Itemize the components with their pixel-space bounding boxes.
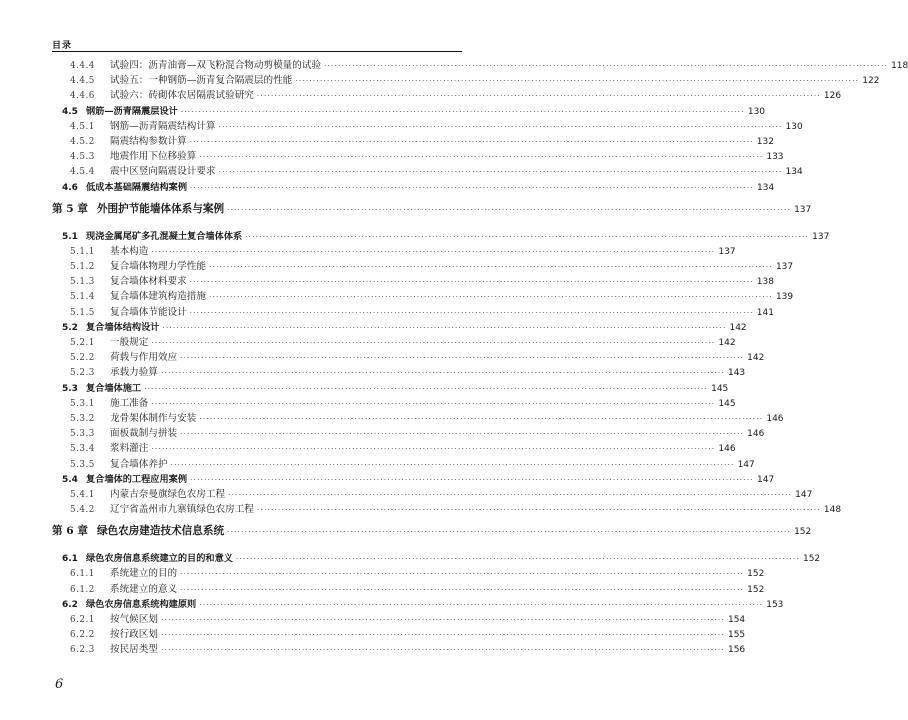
toc-entry-number: 6.2.2 xyxy=(70,630,95,641)
toc-leader-dots: ································································································································································ xyxy=(218,122,783,131)
toc-subsection-entry[interactable] xyxy=(52,72,880,87)
toc-leader-dots: ································································································································································ xyxy=(199,153,764,162)
toc-entry-number: 4.6 xyxy=(62,182,78,193)
toc-subsection-entry[interactable] xyxy=(52,163,803,178)
toc-entry-page: 154 xyxy=(727,615,746,625)
toc-leader-dots: ································································································································································ xyxy=(151,247,716,256)
toc-entry-page: 137 xyxy=(794,204,812,215)
toc-subsection-entry[interactable] xyxy=(52,148,784,163)
toc-leader-dots: ································································································································································ xyxy=(180,585,745,594)
toc-entry-number: 5.1 xyxy=(62,231,78,242)
toc-section-entry[interactable] xyxy=(52,550,821,565)
toc-subsection-entry[interactable] xyxy=(52,501,842,516)
toc-entry-title: 辽宁省盖州市九寨镇绿色农房工程 xyxy=(110,504,254,516)
toc-leader-dots: ································································································································································ xyxy=(180,107,745,116)
toc-leader-dots: ································································································································································ xyxy=(189,278,754,287)
toc-entry-title: 系统建立的意义 xyxy=(110,583,178,595)
toc-entry-page: 143 xyxy=(727,368,746,379)
page-number: 6 xyxy=(55,677,64,692)
toc-entry-page: 148 xyxy=(823,505,842,516)
toc-entry-title: 低成本基础隔震结构案例 xyxy=(85,181,188,193)
toc-entry-number: 4.4.5 xyxy=(70,76,95,87)
toc-entry-title: 荷载与作用效应 xyxy=(110,352,178,364)
toc-leader-dots: ································································································································································ xyxy=(160,369,725,378)
toc-entry-title: 复合墙体结构设计 xyxy=(85,321,160,333)
toc-subsection-entry[interactable] xyxy=(52,581,765,596)
toc-subsection-entry[interactable] xyxy=(52,395,736,410)
toc-entry-title: 现浇金属尾矿多孔混凝土复合墙体体系 xyxy=(85,230,243,242)
toc-entry-title: 复合墙体养护 xyxy=(110,458,168,470)
toc-subsection-entry[interactable] xyxy=(52,273,774,288)
toc-entry-page: 147 xyxy=(757,474,775,485)
toc-entry-page: 142 xyxy=(747,353,765,364)
toc-entry-page: 130 xyxy=(785,121,803,132)
toc-entry-number: 6.2 xyxy=(62,599,78,610)
toc-entry-title: 复合墙体施工 xyxy=(85,382,142,394)
toc-leader-dots: ································································································································································ xyxy=(189,308,754,317)
toc-section-entry[interactable] xyxy=(52,179,775,194)
toc-entry-number: 5.1.2 xyxy=(70,262,95,273)
toc-entry-page: 152 xyxy=(747,584,765,595)
toc-entry-page: 138 xyxy=(756,277,774,288)
toc-entry-number: 5.2.3 xyxy=(70,368,95,379)
toc-entry-number: 5.1.1 xyxy=(70,246,95,257)
toc-section-entry[interactable] xyxy=(52,103,766,118)
toc-entry-title: 绿色农房信息系统构建原则 xyxy=(85,598,197,610)
toc-entry-title: 外围护节能墙体体系与案例 xyxy=(96,202,225,215)
toc-leader-dots: ································································································································································ xyxy=(170,460,735,469)
toc-entry-page: 134 xyxy=(757,182,775,193)
toc-chapter-entry[interactable] xyxy=(52,201,812,222)
toc-entry-number: 5.1.4 xyxy=(70,292,95,303)
toc-entry-title: 试验六：砖砌体农居隔震试验研究 xyxy=(110,90,254,102)
toc-entry-number: 5.1.3 xyxy=(70,277,95,288)
toc-leader-dots: ································································································································································ xyxy=(180,570,745,579)
toc-entry-title: 龙骨架体制作与安装 xyxy=(110,412,197,424)
toc-entry-number: 4.5.1 xyxy=(70,121,95,132)
toc-entry-page: 122 xyxy=(862,76,880,87)
header-rule xyxy=(52,51,462,52)
toc-entry-page: 156 xyxy=(727,645,746,656)
toc-leader-dots: ································································································································································ xyxy=(235,555,800,564)
toc-entry-title: 一般规定 xyxy=(110,337,149,348)
toc-leader-dots: ································································································································································ xyxy=(160,631,725,640)
toc-section-entry[interactable] xyxy=(52,596,784,611)
toc-subsection-entry[interactable] xyxy=(52,364,746,379)
toc-entry-number: 4.4.4 xyxy=(70,61,95,71)
toc-entry-page: 137 xyxy=(718,246,736,257)
toc-entry-page: 146 xyxy=(747,429,765,440)
toc-leader-dots: ································································································································································ xyxy=(199,414,764,423)
toc-subsection-entry[interactable] xyxy=(52,258,794,273)
toc-entry-title: 绿色农房信息系统建立的目的和意义 xyxy=(85,553,233,565)
toc-entry-title: 系统建立的目的 xyxy=(110,568,178,580)
toc-subsection-entry[interactable] xyxy=(52,565,765,580)
toc-entry-number: 5.3.2 xyxy=(70,413,95,424)
toc-entry-title: 施工准备 xyxy=(110,397,149,409)
toc-leader-dots: ································································································································································ xyxy=(160,646,725,655)
toc-entry-page: 118 xyxy=(891,61,908,71)
toc-entry-page: 134 xyxy=(785,167,803,178)
toc-subsection-entry[interactable] xyxy=(52,87,842,102)
toc-entry-page: 142 xyxy=(718,338,736,348)
toc-entry-number: 5.2.1 xyxy=(70,338,95,348)
toc-leader-dots: ································································································································································ xyxy=(295,77,860,86)
toc-entry-title: 绿色农房建造技术信息系统 xyxy=(96,525,225,538)
toc-entry-title: 承载力验算 xyxy=(110,367,158,379)
toc-entry-page: 146 xyxy=(718,444,736,455)
toc-entry-title: 基本构造 xyxy=(110,245,149,257)
toc-entry-number: 5.4.2 xyxy=(70,505,95,516)
toc-entry-number: 5.2.2 xyxy=(70,353,95,364)
toc-entry-number: 5.4.1 xyxy=(70,489,95,500)
toc-leader-dots: ································································································································································ xyxy=(190,183,755,192)
toc-leader-dots: ································································································································································ xyxy=(227,205,792,214)
toc-entry-number: 6.2.3 xyxy=(70,645,95,656)
toc-subsection-entry[interactable] xyxy=(52,304,774,319)
toc-section-entry[interactable] xyxy=(52,228,830,243)
toc-entry-page: 152 xyxy=(802,554,821,565)
toc-entry-page: 152 xyxy=(747,569,765,580)
toc-entry-page: 137 xyxy=(812,231,830,242)
toc-entry-number: 4.5.2 xyxy=(70,136,95,147)
toc-entry-number: 第 6 章 xyxy=(52,525,88,538)
toc-entry-number: 5.3.3 xyxy=(70,429,95,440)
toc-entry-page: 139 xyxy=(775,292,794,303)
toc-entry-number: 6.1.1 xyxy=(70,569,95,580)
toc-entry-title: 按气候区划 xyxy=(110,614,158,625)
toc-entry-number: 6.2.1 xyxy=(70,615,95,625)
toc-entry-number: 5.1.5 xyxy=(70,307,95,318)
toc-entry-title: 钢筋—沥青隔震层设计 xyxy=(85,105,178,117)
toc-entry-number: 6.1.2 xyxy=(70,584,95,595)
toc-subsection-entry[interactable] xyxy=(52,425,765,440)
toc-subsection-entry[interactable] xyxy=(52,57,908,72)
toc-entry-title: 内蒙古奈曼旗绿色农房工程 xyxy=(110,488,226,500)
toc-entry-title: 隔震结构参数计算 xyxy=(110,135,187,147)
toc-leader-dots: ································································································································································ xyxy=(228,490,793,499)
toc-subsection-entry[interactable] xyxy=(52,334,736,349)
toc-entry-title: 复合墙体材料要求 xyxy=(110,276,187,288)
toc-entry-number: 5.3.4 xyxy=(70,444,95,455)
toc-entry-title: 钢筋—沥青隔震结构计算 xyxy=(110,120,216,132)
toc-entry-page: 130 xyxy=(747,106,766,117)
toc-entry-title: 按行政区划 xyxy=(110,629,158,641)
toc-subsection-entry[interactable] xyxy=(52,243,736,258)
toc-entry-number: 第 5 章 xyxy=(52,202,88,215)
toc-leader-dots: ································································································································································ xyxy=(151,445,716,454)
toc-subsection-entry[interactable] xyxy=(52,456,755,471)
toc-entry-title: 复合墙体的工程应用案例 xyxy=(85,473,188,485)
toc-entry-page: 145 xyxy=(711,383,729,394)
toc-entry-page: 141 xyxy=(756,307,774,318)
toc-entry-number: 5.3.1 xyxy=(70,398,95,409)
toc-leader-dots: ································································································································································ xyxy=(227,528,792,537)
toc-leader-dots: ································································································································································ xyxy=(256,92,821,101)
toc-leader-dots: ································································································································································ xyxy=(199,600,764,609)
toc-leader-dots: ································································································································································ xyxy=(151,339,716,347)
toc-subsection-entry[interactable] xyxy=(52,410,784,425)
toc-entry-title: 试验四：沥青油膏—双飞粉混合物动剪模量的试验 xyxy=(110,60,322,71)
toc-entry-number: 5.3 xyxy=(62,383,78,394)
toc-subsection-entry[interactable] xyxy=(52,486,813,501)
toc-leader-dots: ································································································································································ xyxy=(208,293,773,302)
toc-entry-page: 147 xyxy=(795,489,813,500)
toc-entry-title: 复合墙体物理力学性能 xyxy=(110,261,206,273)
toc-subsection-entry[interactable] xyxy=(52,133,774,148)
toc-leader-dots: ································································································································································ xyxy=(162,323,727,332)
toc-entry-number: 4.5 xyxy=(62,106,78,117)
toc-entry-page: 133 xyxy=(766,152,784,163)
toc-entry-page: 126 xyxy=(823,91,842,102)
table-of-contents xyxy=(52,57,908,657)
toc-entry-number: 4.5.4 xyxy=(70,167,95,178)
toc-subsection-entry[interactable] xyxy=(52,440,736,455)
toc-leader-dots: ································································································································································ xyxy=(160,616,725,624)
toc-entry-page: 142 xyxy=(729,322,747,333)
toc-section-entry[interactable] xyxy=(52,319,747,334)
toc-subsection-entry[interactable] xyxy=(52,118,803,133)
toc-entry-page: 147 xyxy=(737,459,755,470)
toc-leader-dots: ································································································································································ xyxy=(324,62,889,70)
toc-entry-title: 试验五：一种钢筋—沥青复合隔震层的性能 xyxy=(110,75,293,87)
toc-entry-number: 5.3.5 xyxy=(70,459,95,470)
toc-entry-title: 复合墙体建筑构造措施 xyxy=(110,291,206,303)
toc-entry-number: 6.1 xyxy=(62,554,78,565)
toc-entry-title: 浆料灌注 xyxy=(110,443,149,455)
toc-leader-dots: ································································································································································ xyxy=(180,354,745,363)
toc-subsection-entry[interactable] xyxy=(52,641,746,656)
toc-subsection-entry[interactable] xyxy=(52,626,746,641)
toc-leader-dots: ································································································································································ xyxy=(144,384,709,393)
toc-entry-page: 152 xyxy=(794,527,812,538)
toc-section-entry[interactable] xyxy=(52,471,775,486)
toc-entry-number: 5.4 xyxy=(62,474,78,485)
toc-leader-dots: ································································································································································ xyxy=(208,263,773,272)
toc-entry-page: 137 xyxy=(775,262,794,273)
toc-entry-title: 复合墙体节能设计 xyxy=(110,306,187,318)
toc-leader-dots: ································································································································································ xyxy=(190,475,755,484)
toc-leader-dots: ································································································································································ xyxy=(189,137,754,146)
toc-section-entry[interactable] xyxy=(52,380,729,395)
toc-entry-page: 155 xyxy=(727,630,746,641)
toc-leader-dots: ································································································································································ xyxy=(256,506,821,515)
toc-entry-number: 4.4.6 xyxy=(70,91,95,102)
toc-entry-number: 5.2 xyxy=(62,322,78,333)
running-header: 目录 xyxy=(52,41,73,51)
toc-entry-title: 面板裁制与拼装 xyxy=(110,428,178,440)
toc-entry-page: 132 xyxy=(756,136,774,147)
toc-entry-page: 146 xyxy=(766,413,784,424)
toc-entry-title: 震中区竖向隔震设计要求 xyxy=(110,166,216,178)
toc-entry-page: 145 xyxy=(718,398,736,409)
toc-leader-dots: ································································································································································ xyxy=(245,232,810,241)
toc-entry-page: 153 xyxy=(766,599,784,610)
toc-leader-dots: ································································································································································ xyxy=(218,168,783,177)
toc-entry-title: 按民居类型 xyxy=(110,644,158,656)
toc-chapter-entry[interactable] xyxy=(52,523,812,544)
toc-subsection-entry[interactable] xyxy=(52,349,765,364)
toc-leader-dots: ································································································································································ xyxy=(151,399,716,408)
toc-subsection-entry[interactable] xyxy=(52,611,746,626)
toc-entry-number: 4.5.3 xyxy=(70,152,95,163)
toc-leader-dots: ································································································································································ xyxy=(180,430,745,439)
toc-subsection-entry[interactable] xyxy=(52,288,794,303)
toc-entry-title: 地震作用下位移验算 xyxy=(110,151,197,163)
